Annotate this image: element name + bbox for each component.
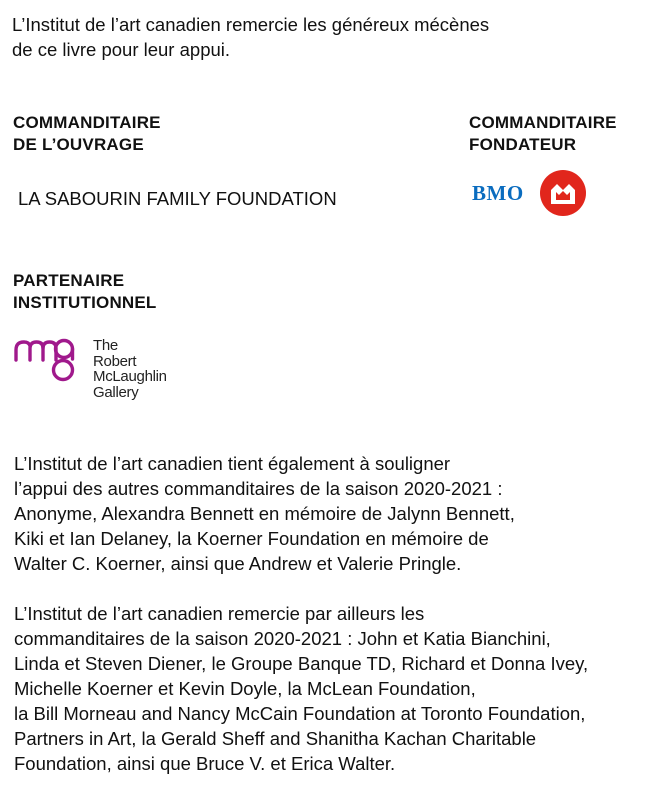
paragraph-line: Partners in Art, la Gerald Sheff and Shanitha Kachan Charitable <box>14 728 537 749</box>
acknowledgement-paragraph-2 <box>14 601 664 776</box>
institutional-partner-label-line: PARTENAIRE <box>13 271 125 290</box>
paragraph-line: la Bill Morneau and Nancy McCain Foundation at Toronto Foundation, <box>14 703 586 724</box>
paragraph-line: Michelle Koerner et Kevin Doyle, la McLean Foundation, <box>14 678 476 699</box>
founding-sponsor-label-line: COMMANDITAIRE <box>469 113 617 132</box>
founding-sponsor-label <box>469 112 617 156</box>
paragraph-line: commanditaires de la saison 2020-2021 : John et Katia Bianchini, <box>14 628 551 649</box>
rmg-name <box>93 338 167 400</box>
paragraph-line: Linda et Steven Diener, le Groupe Banque TD, Richard et Donna Ivey, <box>14 653 589 674</box>
rmg-name-line: McLaughlin <box>93 368 167 385</box>
institutional-partner-label-line: INSTITUTIONNEL <box>13 293 157 312</box>
acknowledgement-paragraph-1 <box>14 451 664 576</box>
book-sponsor-label <box>13 112 161 156</box>
paragraph-line: L’Institut de l’art canadien remercie par ailleurs les <box>14 603 425 624</box>
paragraph-line: l’appui des autres commanditaires de la saison 2020-2021 : <box>14 478 503 499</box>
paragraph-line: Foundation, ainsi que Bruce V. et Erica Walter. <box>14 753 396 774</box>
paragraph-line: Kiki et Ian Delaney, la Koerner Foundation en mémoire de <box>14 528 489 549</box>
rmg-logo-icon <box>13 336 77 386</box>
bmo-logo <box>472 170 592 216</box>
rmg-name-line: Robert <box>93 352 137 370</box>
paragraph-line: L’Institut de l’art canadien tient également à souligner <box>14 453 451 474</box>
bmo-wordmark: BMO <box>472 181 524 205</box>
intro-text <box>12 12 652 62</box>
intro-line: L’Institut de l’art canadien remercie les généreux mécènes <box>12 14 490 35</box>
book-sponsor-name: LA SABOURIN FAMILY FOUNDATION <box>18 188 337 209</box>
institutional-partner-label <box>13 270 157 314</box>
bmo-roundel-icon <box>540 170 586 216</box>
rmg-name-line: The <box>93 337 118 354</box>
intro-line: de ce livre pour leur appui. <box>12 39 231 60</box>
rmg-logo <box>13 336 193 406</box>
paragraph-line: Walter C. Koerner, ainsi que Andrew et Valerie Pringle. <box>14 553 462 574</box>
rmg-name-line: Gallery <box>93 383 139 401</box>
book-sponsor-label-line: DE L’OUVRAGE <box>13 135 144 154</box>
founding-sponsor-label-line: FONDATEUR <box>469 135 577 154</box>
book-sponsor-label-line: COMMANDITAIRE <box>13 113 161 132</box>
paragraph-line: Anonyme, Alexandra Bennett en mémoire de Jalynn Bennett, <box>14 503 515 524</box>
